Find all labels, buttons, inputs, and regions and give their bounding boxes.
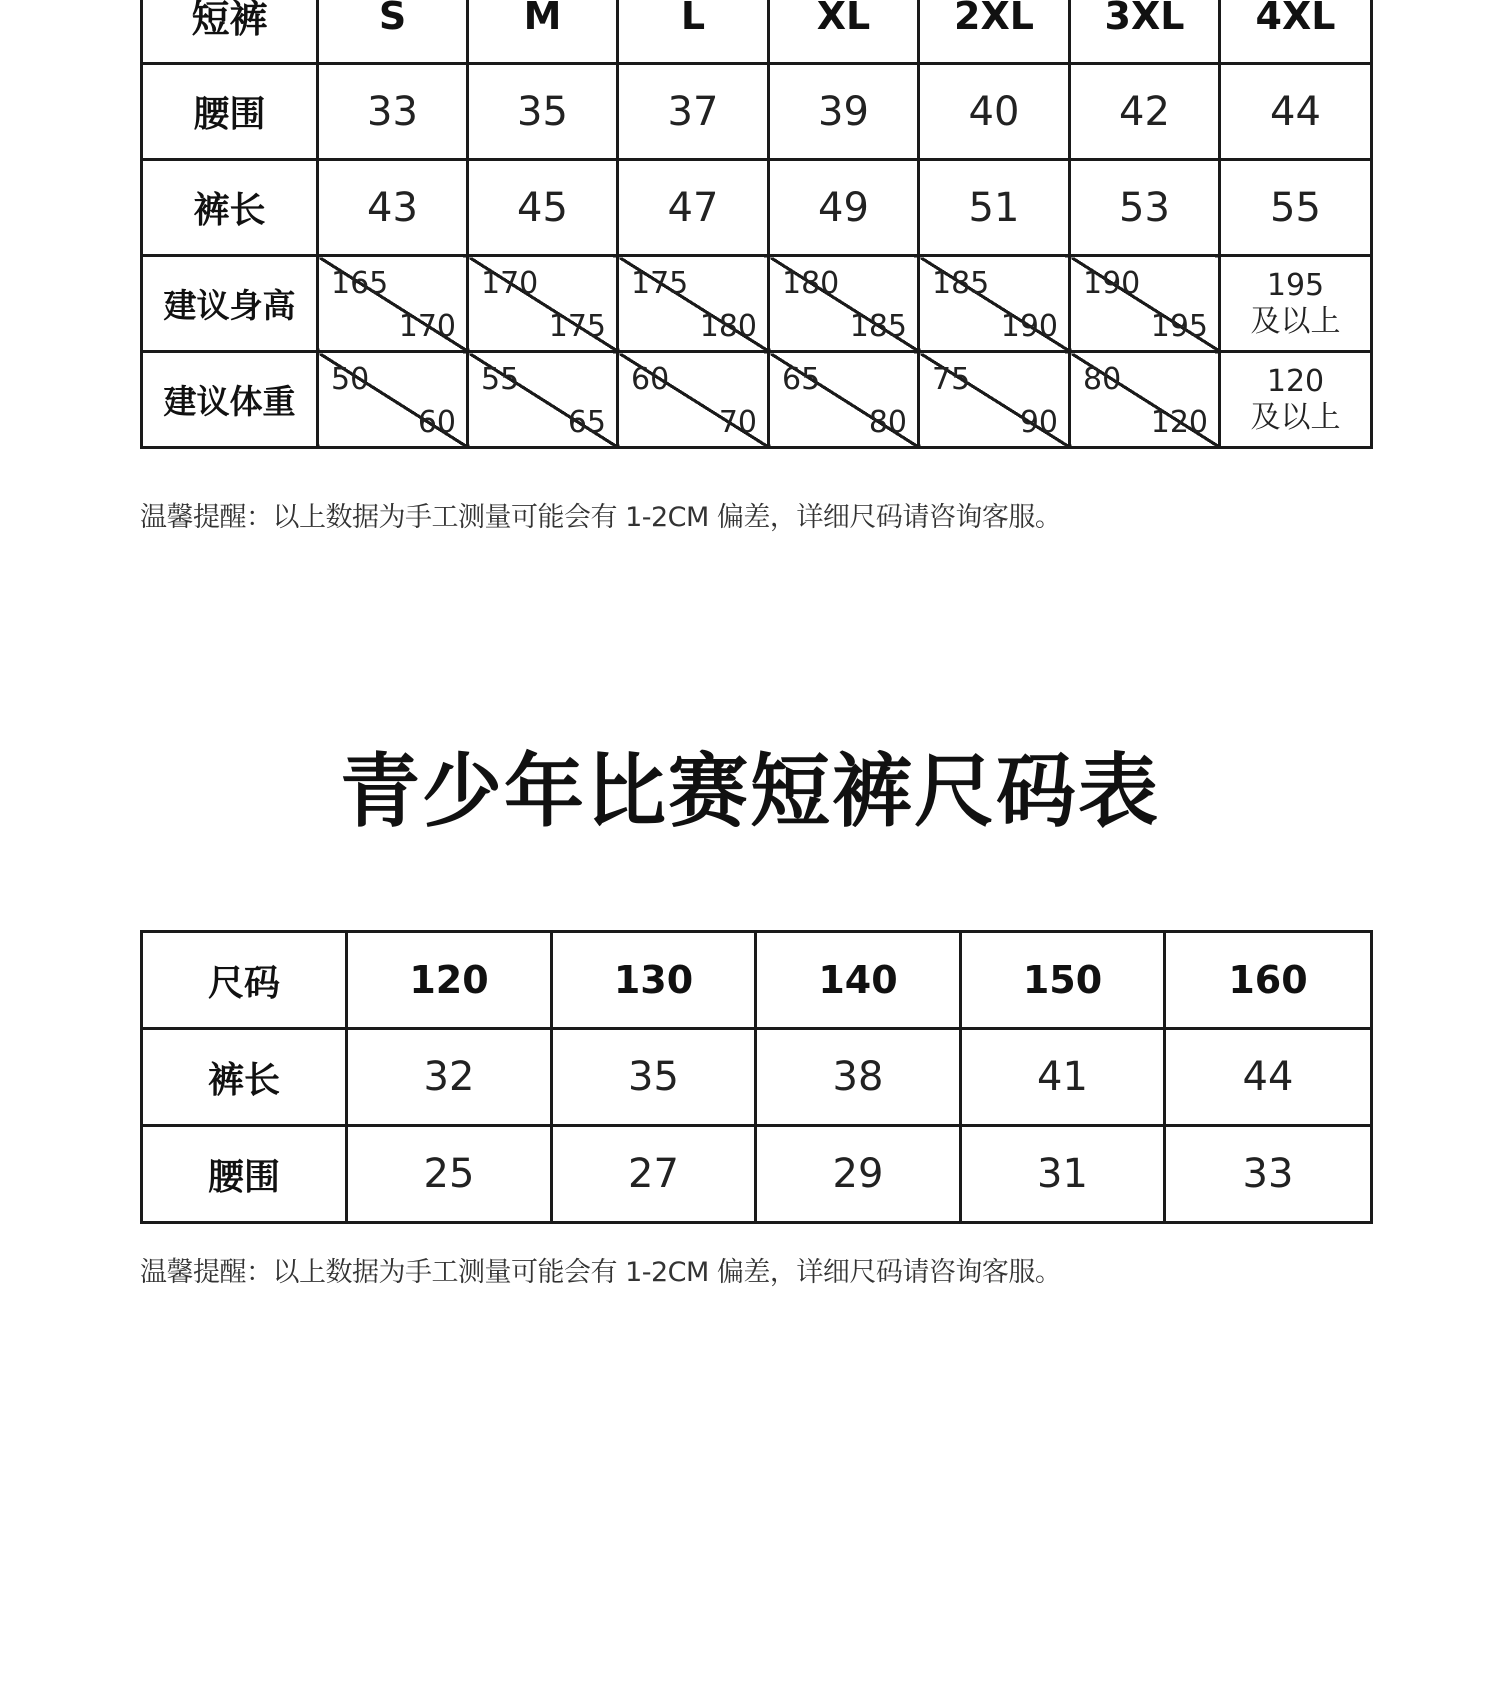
height-range-cell bbox=[618, 256, 769, 352]
weight-range-to: 60 bbox=[417, 405, 456, 440]
adult-waist-row bbox=[142, 64, 1372, 160]
youth-size-header: 160 bbox=[1165, 932, 1372, 1029]
youth-waist-label: 腰围 bbox=[142, 1126, 347, 1223]
weight-last-suffix: 及以上 bbox=[1250, 399, 1341, 435]
size-header-m: M bbox=[468, 0, 618, 64]
youth-waist-value: 29 bbox=[756, 1126, 961, 1223]
height-range-to: 190 bbox=[1000, 309, 1058, 344]
youth-size-header: 130 bbox=[552, 932, 756, 1029]
length-value: 45 bbox=[468, 160, 618, 256]
youth-size-header: 150 bbox=[961, 932, 1165, 1029]
height-last-suffix: 及以上 bbox=[1250, 303, 1341, 339]
height-range-cell bbox=[919, 256, 1070, 352]
weight-range-from: 65 bbox=[782, 362, 821, 397]
height-range-from: 175 bbox=[631, 266, 689, 301]
youth-length-value: 41 bbox=[961, 1029, 1165, 1126]
youth-waist-row bbox=[142, 1126, 1372, 1223]
height-range-cell bbox=[1070, 256, 1220, 352]
weight-range-to: 90 bbox=[1019, 405, 1058, 440]
height-range-cell bbox=[769, 256, 919, 352]
length-value: 51 bbox=[919, 160, 1070, 256]
waist-value: 39 bbox=[769, 64, 919, 160]
weight-last-cell bbox=[1220, 352, 1372, 448]
waist-value: 44 bbox=[1220, 64, 1372, 160]
length-value: 49 bbox=[769, 160, 919, 256]
weight-range-cell bbox=[769, 352, 919, 448]
waist-value: 40 bbox=[919, 64, 1070, 160]
weight-range-cell bbox=[919, 352, 1070, 448]
size-header-3xl: 3XL bbox=[1070, 0, 1220, 64]
waist-value: 35 bbox=[468, 64, 618, 160]
weight-range-to: 120 bbox=[1150, 405, 1208, 440]
youth-length-value: 44 bbox=[1165, 1029, 1372, 1126]
size-header-4xl: 4XL bbox=[1220, 0, 1372, 64]
adult-size-table bbox=[140, 0, 1373, 449]
weight-last-value: 120 bbox=[1266, 364, 1325, 400]
weight-label: 建议体重 bbox=[142, 352, 318, 448]
youth-header-label: 尺码 bbox=[142, 932, 347, 1029]
size-header-2xl: 2XL bbox=[919, 0, 1070, 64]
height-range-from: 185 bbox=[932, 266, 990, 301]
weight-range-from: 60 bbox=[631, 362, 670, 397]
length-value: 47 bbox=[618, 160, 769, 256]
height-range-to: 180 bbox=[699, 309, 757, 344]
adult-length-row bbox=[142, 160, 1372, 256]
youth-length-value: 38 bbox=[756, 1029, 961, 1126]
weight-range-from: 75 bbox=[932, 362, 971, 397]
size-header-xl: XL bbox=[769, 0, 919, 64]
youth-length-row bbox=[142, 1029, 1372, 1126]
height-label: 建议身高 bbox=[142, 256, 318, 352]
measurement-note: 温馨提醒：以上数据为手工测量可能会有 1-2CM 偏差，详细尺码请咨询客服。 bbox=[140, 502, 1062, 533]
youth-header-row bbox=[142, 932, 1372, 1029]
height-range-to: 170 bbox=[398, 309, 456, 344]
weight-range-cell bbox=[468, 352, 618, 448]
youth-length-value: 32 bbox=[347, 1029, 552, 1126]
height-range-from: 180 bbox=[782, 266, 840, 301]
youth-size-header: 140 bbox=[756, 932, 961, 1029]
waist-value: 37 bbox=[618, 64, 769, 160]
youth-size-table bbox=[140, 930, 1373, 1224]
weight-range-cell bbox=[318, 352, 468, 448]
weight-range-cell bbox=[1070, 352, 1220, 448]
height-range-from: 165 bbox=[331, 266, 389, 301]
height-last-cell bbox=[1220, 256, 1372, 352]
weight-range-cell bbox=[618, 352, 769, 448]
length-value: 53 bbox=[1070, 160, 1220, 256]
height-range-to: 175 bbox=[548, 309, 606, 344]
waist-label: 腰围 bbox=[142, 64, 318, 160]
weight-range-from: 55 bbox=[481, 362, 520, 397]
height-range-cell bbox=[318, 256, 468, 352]
weight-range-to: 65 bbox=[567, 405, 606, 440]
adult-header-row bbox=[142, 0, 1372, 64]
youth-waist-value: 33 bbox=[1165, 1126, 1372, 1223]
size-header-l: L bbox=[618, 0, 769, 64]
measurement-note: 温馨提醒：以上数据为手工测量可能会有 1-2CM 偏差，详细尺码请咨询客服。 bbox=[140, 1257, 1062, 1288]
youth-table-title: 青少年比赛短裤尺码表 bbox=[340, 745, 1160, 838]
size-header-s: S bbox=[318, 0, 468, 64]
length-label: 裤长 bbox=[142, 160, 318, 256]
height-last-value: 195 bbox=[1266, 268, 1325, 304]
youth-length-label: 裤长 bbox=[142, 1029, 347, 1126]
height-range-from: 190 bbox=[1083, 266, 1141, 301]
youth-waist-value: 25 bbox=[347, 1126, 552, 1223]
youth-size-header: 120 bbox=[347, 932, 552, 1029]
length-value: 55 bbox=[1220, 160, 1372, 256]
adult-header-label: 短裤 bbox=[142, 0, 318, 64]
height-range-from: 170 bbox=[481, 266, 539, 301]
weight-range-to: 80 bbox=[868, 405, 907, 440]
youth-waist-value: 31 bbox=[961, 1126, 1165, 1223]
adult-weight-row bbox=[142, 352, 1372, 448]
adult-height-row bbox=[142, 256, 1372, 352]
height-range-to: 185 bbox=[849, 309, 907, 344]
height-range-cell bbox=[468, 256, 618, 352]
weight-range-from: 50 bbox=[331, 362, 370, 397]
waist-value: 33 bbox=[318, 64, 468, 160]
waist-value: 42 bbox=[1070, 64, 1220, 160]
weight-range-from: 80 bbox=[1083, 362, 1122, 397]
youth-length-value: 35 bbox=[552, 1029, 756, 1126]
length-value: 43 bbox=[318, 160, 468, 256]
weight-range-to: 70 bbox=[718, 405, 757, 440]
height-range-to: 195 bbox=[1150, 309, 1208, 344]
youth-waist-value: 27 bbox=[552, 1126, 756, 1223]
